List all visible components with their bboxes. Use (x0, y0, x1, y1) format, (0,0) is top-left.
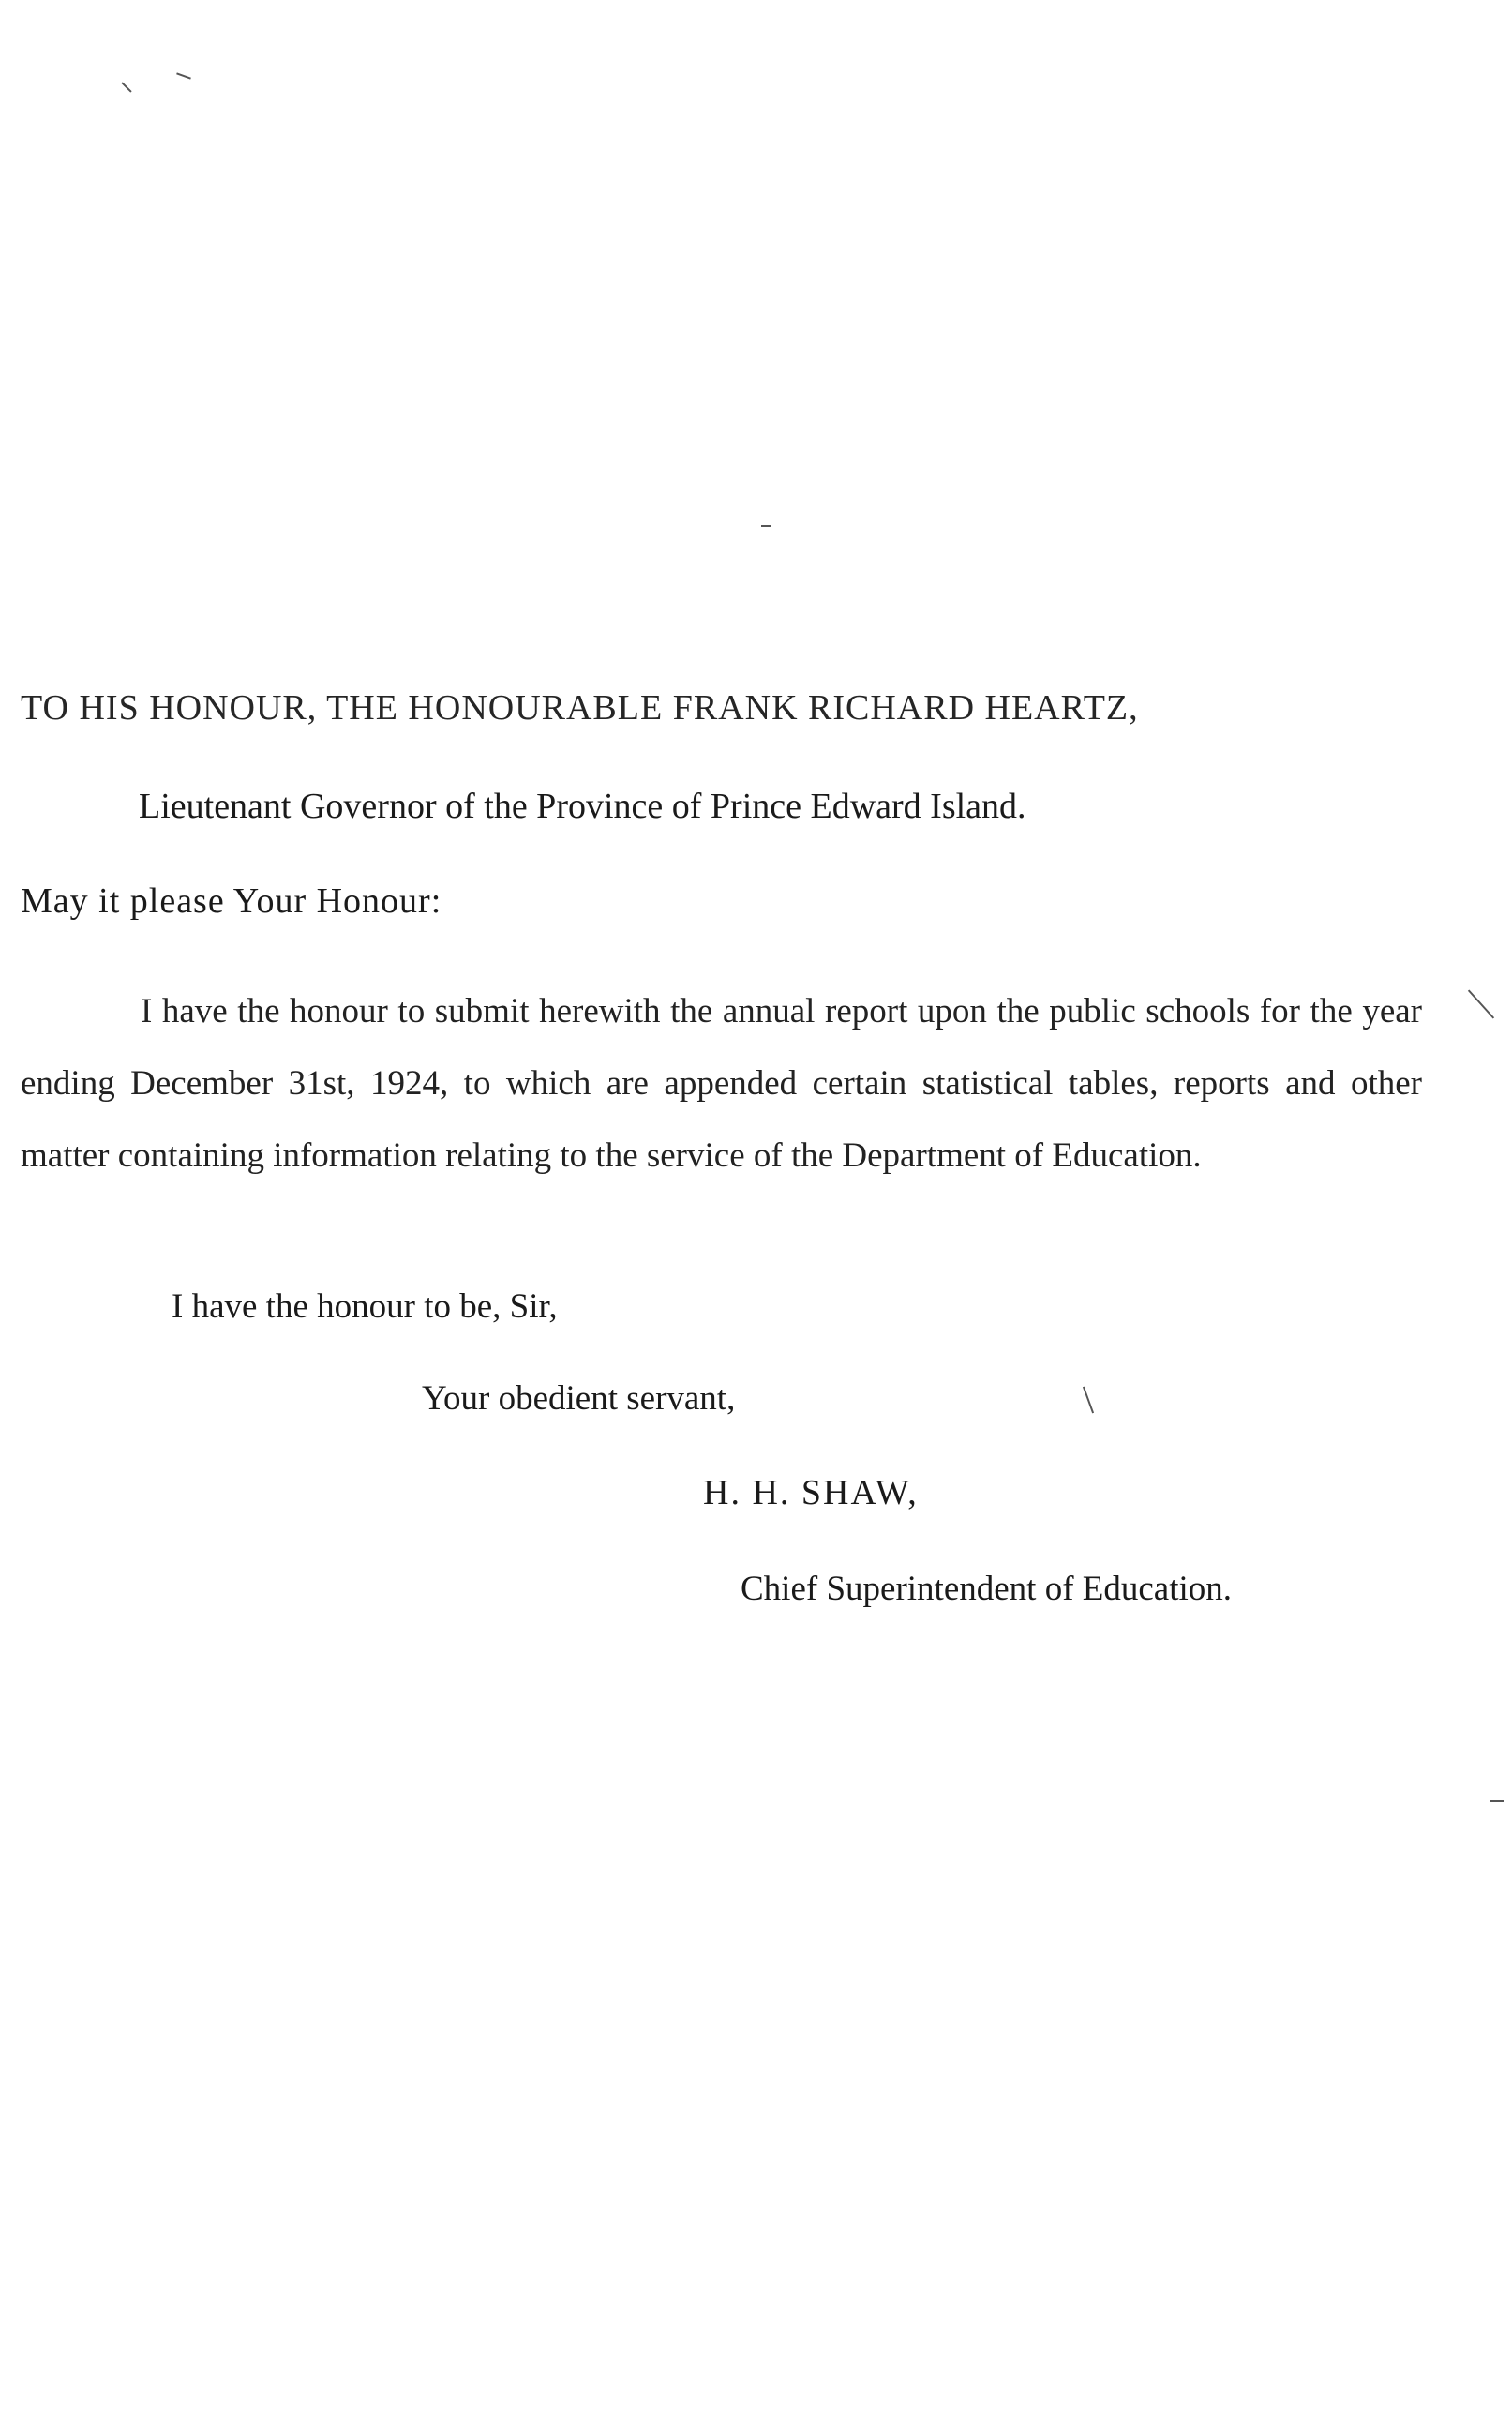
signatory-title: Chief Superintendent of Education. (741, 1570, 1233, 1608)
salutation: May it please Your Honour: (21, 881, 442, 921)
letter-body: I have the honour to submit herewith the annual report upon the public schools for the year ending December 31st, 1924, to which are appended certain statistical tables, reports and other matter containing information relating to the service of the Department of Education. (21, 992, 1422, 1175)
signature-name: H. H. SHAW, (703, 1473, 919, 1512)
scan-mark (761, 525, 771, 527)
governor-line: Lieutenant Governor of the Province of Prince Edward Island. (139, 787, 1026, 826)
closing-line: Your obedient servant, (422, 1379, 736, 1418)
scan-mark (1468, 989, 1494, 1018)
scan-mark (176, 72, 191, 79)
addressee-line: TO HIS HONOUR, THE HONOURABLE FRANK RICHARD HEARTZ, (21, 688, 1139, 728)
honour-line: I have the honour to be, Sir, (172, 1287, 558, 1326)
scan-mark (1083, 1387, 1094, 1414)
scan-mark (121, 82, 131, 92)
scan-mark (1490, 1800, 1504, 1802)
